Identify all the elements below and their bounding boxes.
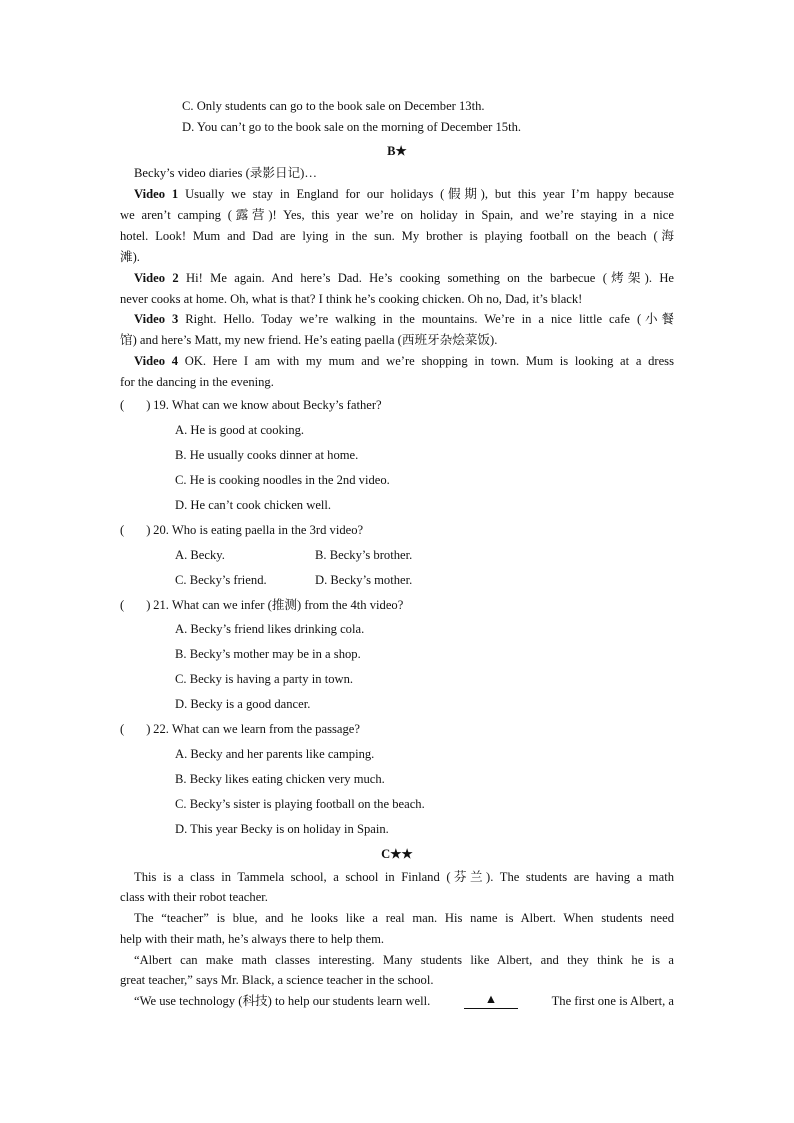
- video3-text1: Right. Hello. Today we’re walking in the mountains. We’re in a nice little cafe (小餐: [185, 312, 674, 326]
- q21-option-a[interactable]: A. Becky’s friend likes drinking cola.: [175, 622, 365, 636]
- video4-line2: for the dancing in the evening.: [120, 375, 274, 389]
- answer-blank[interactable]: ▲: [464, 993, 518, 1009]
- video3-line2: 馆) and here’s Matt, my new friend. He’s eating paella (西班牙杂烩菜饭).: [120, 333, 498, 347]
- answer-paren-20[interactable]: ( ): [120, 523, 151, 537]
- section-b-intro: Becky’s video diaries (录影日记)…: [134, 166, 317, 180]
- video4-label: Video 4: [134, 354, 178, 368]
- c-para4-text-after: The first one is Albert, a: [551, 994, 674, 1008]
- video1-line1: [120, 186, 674, 202]
- question-20-stem: 20. Who is eating paella in the 3rd video?: [153, 523, 364, 537]
- option-prev-c: C. Only students can go to the book sale on December 13th.: [182, 99, 485, 113]
- q19-option-a[interactable]: A. He is good at cooking.: [175, 423, 305, 437]
- c-para2-line2: help with their math, he’s always there to help them.: [120, 932, 385, 946]
- question-21: [120, 597, 403, 613]
- q19-option-d[interactable]: D. He can’t cook chicken well.: [175, 498, 332, 512]
- c-para1-line2: class with their robot teacher.: [120, 890, 268, 904]
- q19-option-c[interactable]: C. He is cooking noodles in the 2nd video.: [175, 473, 390, 487]
- q22-option-c[interactable]: C. Becky’s sister is playing football on the beach.: [175, 797, 425, 811]
- q20-option-c[interactable]: C. Becky’s friend.: [175, 573, 267, 587]
- question-19-stem: 19. What can we know about Becky’s father?: [153, 398, 382, 412]
- video2-line2: never cooks at home. Oh, what is that? I think he’s cooking chicken. Oh no, Dad, it’s black!: [120, 292, 583, 306]
- c-para3-line1: “Albert can make math classes interesting. Many students like Albert, and they think he is a: [134, 953, 674, 967]
- option-prev-d: D. You can’t go to the book sale on the morning of December 15th.: [182, 120, 522, 134]
- video1-line4: 滩).: [120, 250, 140, 264]
- question-20: [120, 522, 363, 538]
- q21-option-c[interactable]: C. Becky is having a party in town.: [175, 672, 354, 686]
- question-21-stem: 21. What can we infer (推测) from the 4th video?: [153, 598, 404, 612]
- c-para3-line2: great teacher,” says Mr. Black, a science teacher in the school.: [120, 973, 434, 987]
- video4-line1: [120, 353, 674, 369]
- q20-option-b[interactable]: B. Becky’s brother.: [315, 548, 413, 562]
- c-para4-line1: [120, 993, 674, 1009]
- q21-option-d[interactable]: D. Becky is a good dancer.: [175, 697, 311, 711]
- answer-paren-21[interactable]: ( ): [120, 598, 151, 612]
- c-para4-text-before: “We use technology (科技) to help our students learn well.: [134, 994, 431, 1008]
- video1-line3: hotel. Look! Mum and Dad are lying in the sun. My brother is playing football on the beach (海: [120, 229, 674, 243]
- question-19: [120, 397, 382, 413]
- video3-line1: [120, 311, 674, 327]
- q20-option-d[interactable]: D. Becky’s mother.: [315, 573, 413, 587]
- video1-line2: we aren’t camping (露营)! Yes, this year we’re on holiday in Spain, and we’re staying in a nice: [120, 208, 674, 222]
- c-para1-line1: This is a class in Tammela school, a school in Finland (芬兰). The students are having a math: [134, 870, 674, 884]
- video2-line1: [120, 270, 674, 286]
- video1-text1: Usually we stay in England for our holidays (假期), but this year I’m happy because: [185, 187, 674, 201]
- video1-label: Video 1: [134, 187, 179, 201]
- q21-option-b[interactable]: B. Becky’s mother may be in a shop.: [175, 647, 361, 661]
- answer-paren-22[interactable]: ( ): [120, 722, 151, 736]
- q22-option-a[interactable]: A. Becky and her parents like camping.: [175, 747, 375, 761]
- q22-option-d[interactable]: D. This year Becky is on holiday in Spain.: [175, 822, 389, 836]
- question-22-stem: 22. What can we learn from the passage?: [153, 722, 360, 736]
- section-b-heading: B★: [387, 144, 407, 158]
- c-para2-line1: The “teacher” is blue, and he looks like a real man. His name is Albert. When students need: [134, 911, 674, 925]
- question-22: [120, 721, 360, 737]
- video3-label: Video 3: [134, 312, 179, 326]
- section-c-heading: C★★: [381, 847, 413, 861]
- video4-text1: OK. Here I am with my mum and we’re shopping in town. Mum is looking at a dress: [184, 354, 674, 368]
- q20-option-a[interactable]: A. Becky.: [175, 548, 225, 562]
- video2-text1: Hi! Me again. And here’s Dad. He’s cooking something on the barbecue (烤架). He: [186, 271, 675, 285]
- video2-label: Video 2: [134, 271, 179, 285]
- q22-option-b[interactable]: B. Becky likes eating chicken very much.: [175, 772, 385, 786]
- answer-paren-19[interactable]: ( ): [120, 398, 151, 412]
- q19-option-b[interactable]: B. He usually cooks dinner at home.: [175, 448, 359, 462]
